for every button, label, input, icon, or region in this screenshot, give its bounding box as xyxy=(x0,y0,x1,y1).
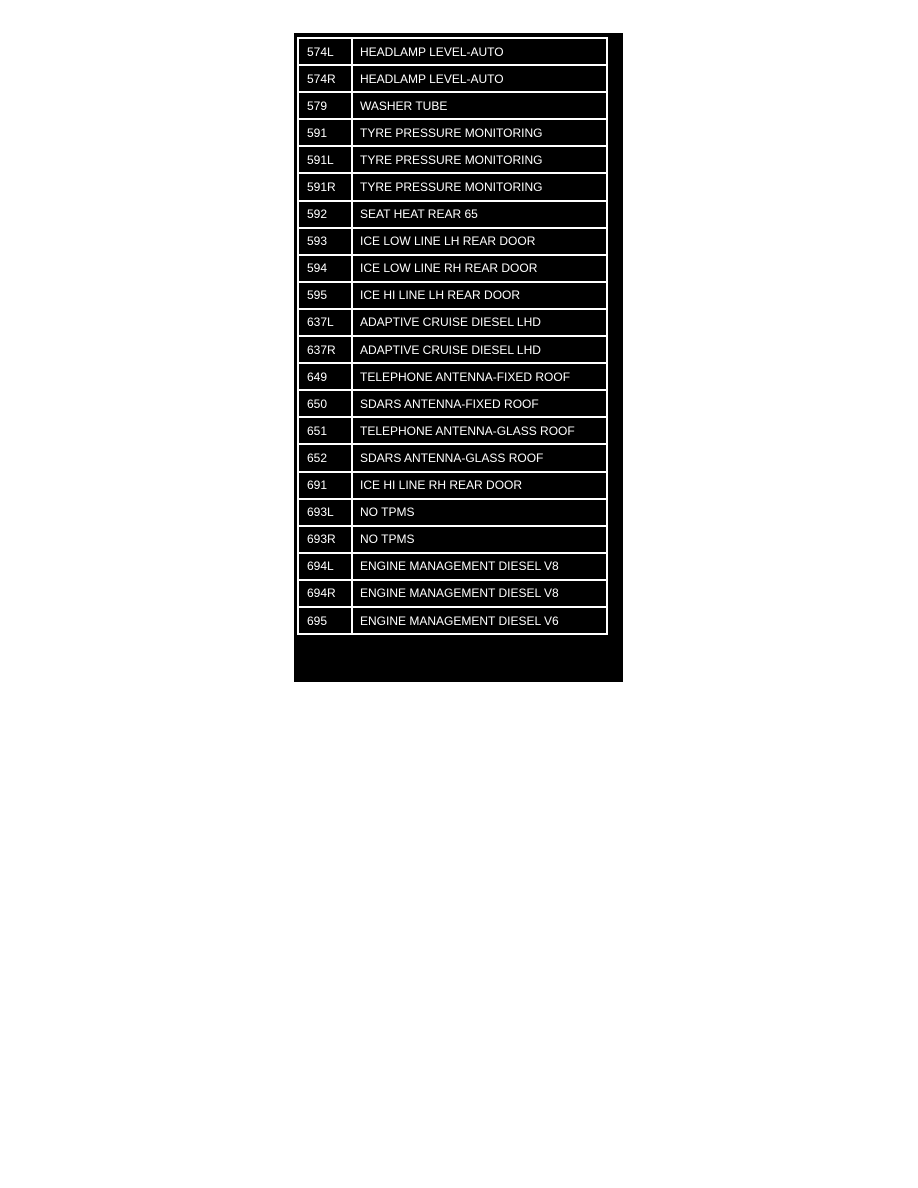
row-code: 693L xyxy=(298,499,352,526)
table-row xyxy=(298,526,607,553)
row-description: SDARS ANTENNA-FIXED ROOF xyxy=(352,390,607,417)
row-code: 574L xyxy=(298,38,352,65)
table-body xyxy=(298,38,607,634)
row-code: 694R xyxy=(298,580,352,607)
row-code: 591R xyxy=(298,173,352,200)
table-row xyxy=(298,607,607,634)
row-description: TELEPHONE ANTENNA-GLASS ROOF xyxy=(352,417,607,444)
row-description: ICE HI LINE LH REAR DOOR xyxy=(352,282,607,309)
row-code: 650 xyxy=(298,390,352,417)
row-code: 695 xyxy=(298,607,352,634)
row-description: ICE LOW LINE RH REAR DOOR xyxy=(352,255,607,282)
row-description: TYRE PRESSURE MONITORING xyxy=(352,173,607,200)
table-row xyxy=(298,255,607,282)
table-row xyxy=(298,119,607,146)
row-code: 593 xyxy=(298,228,352,255)
row-code: 591L xyxy=(298,146,352,173)
table-row xyxy=(298,336,607,363)
row-description: TYRE PRESSURE MONITORING xyxy=(352,119,607,146)
row-code: 579 xyxy=(298,92,352,119)
table-row xyxy=(298,499,607,526)
table-row xyxy=(298,201,607,228)
table-row xyxy=(298,92,607,119)
row-description: TYRE PRESSURE MONITORING xyxy=(352,146,607,173)
row-description: NO TPMS xyxy=(352,526,607,553)
row-description: HEADLAMP LEVEL-AUTO xyxy=(352,65,607,92)
row-description: ADAPTIVE CRUISE DIESEL LHD xyxy=(352,309,607,336)
table-row xyxy=(298,363,607,390)
row-description: ENGINE MANAGEMENT DIESEL V6 xyxy=(352,607,607,634)
row-code: 591 xyxy=(298,119,352,146)
row-code: 637R xyxy=(298,336,352,363)
row-code: 592 xyxy=(298,201,352,228)
table-row xyxy=(298,390,607,417)
code-table-panel xyxy=(294,33,623,682)
row-code: 574R xyxy=(298,65,352,92)
row-code: 691 xyxy=(298,472,352,499)
table-row xyxy=(298,472,607,499)
table-row xyxy=(298,228,607,255)
table-row xyxy=(298,38,607,65)
table-row xyxy=(298,417,607,444)
table-row xyxy=(298,173,607,200)
table-row xyxy=(298,282,607,309)
code-description-table xyxy=(297,37,608,635)
row-code: 595 xyxy=(298,282,352,309)
table-row xyxy=(298,580,607,607)
table-row xyxy=(298,553,607,580)
row-code: 594 xyxy=(298,255,352,282)
table-row xyxy=(298,146,607,173)
row-description: NO TPMS xyxy=(352,499,607,526)
table-row xyxy=(298,309,607,336)
row-code: 694L xyxy=(298,553,352,580)
row-description: TELEPHONE ANTENNA-FIXED ROOF xyxy=(352,363,607,390)
row-description: WASHER TUBE xyxy=(352,92,607,119)
row-description: ENGINE MANAGEMENT DIESEL V8 xyxy=(352,580,607,607)
table-row xyxy=(298,444,607,471)
row-description: ICE HI LINE RH REAR DOOR xyxy=(352,472,607,499)
row-description: HEADLAMP LEVEL-AUTO xyxy=(352,38,607,65)
row-code: 652 xyxy=(298,444,352,471)
row-description: ICE LOW LINE LH REAR DOOR xyxy=(352,228,607,255)
row-description: SDARS ANTENNA-GLASS ROOF xyxy=(352,444,607,471)
row-description: ADAPTIVE CRUISE DIESEL LHD xyxy=(352,336,607,363)
row-code: 649 xyxy=(298,363,352,390)
table-row xyxy=(298,65,607,92)
row-description: ENGINE MANAGEMENT DIESEL V8 xyxy=(352,553,607,580)
row-code: 637L xyxy=(298,309,352,336)
row-code: 651 xyxy=(298,417,352,444)
row-code: 693R xyxy=(298,526,352,553)
row-description: SEAT HEAT REAR 65 xyxy=(352,201,607,228)
